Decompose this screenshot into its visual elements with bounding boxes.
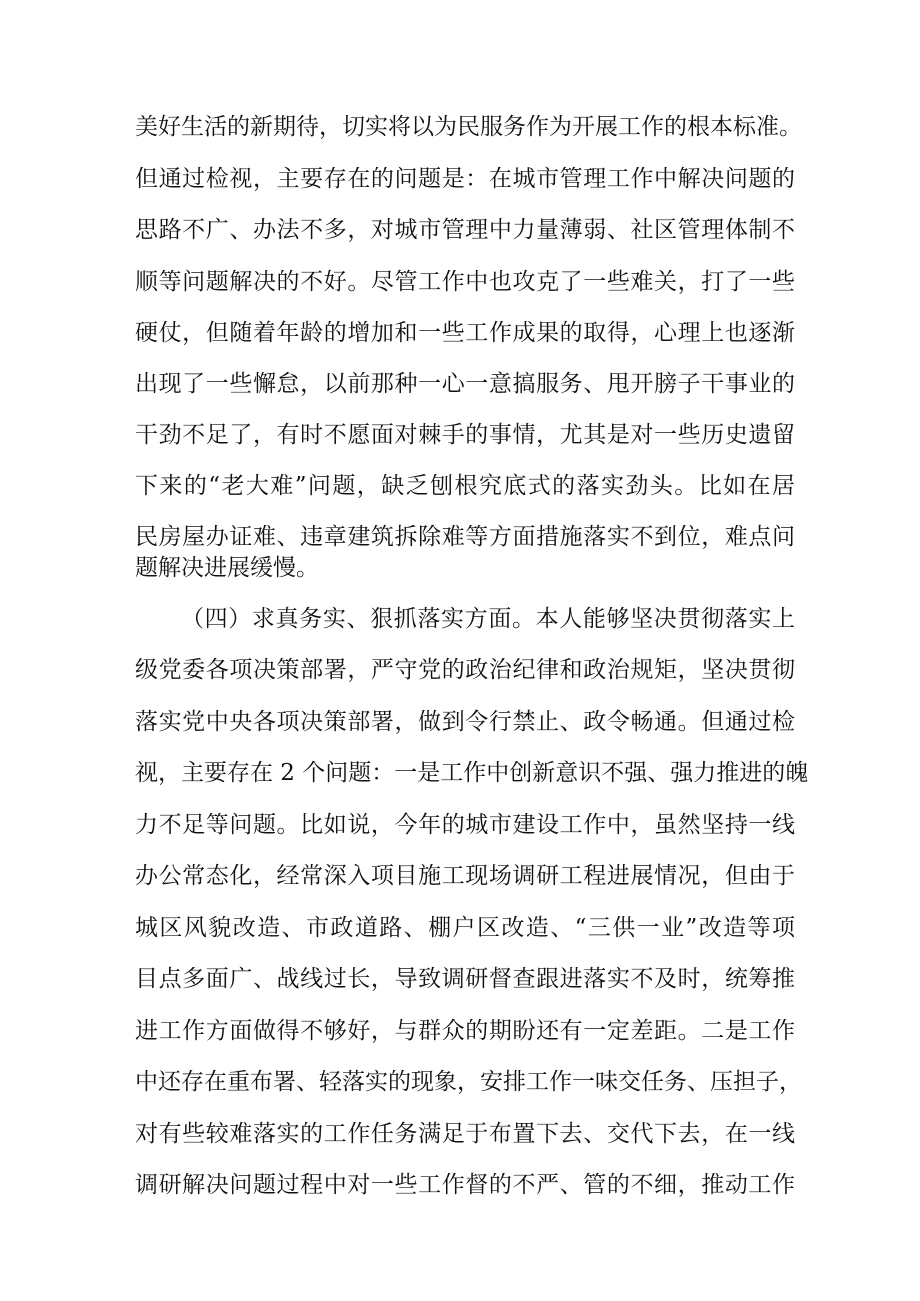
text-line: 调研解决问题过程中对一些工作督的不严、管的不细，推动工作	[135, 1172, 795, 1198]
text-line: 视，主要存在 2 个问题：一是工作中创新意识不强、强力推进的魄	[135, 760, 809, 786]
text-line: 民房屋办证难、违章建筑拆除难等方面措施落实不到位，难点问	[135, 524, 795, 550]
text-line: 级党委各项决策部署，严守党的政治纪律和政治规矩，坚决贯彻	[135, 657, 795, 683]
text-line: 落实党中央各项决策部署，做到令行禁止、政令畅通。但通过检	[135, 709, 795, 735]
text-line: （四）求真务实、狠抓落实方面。本人能够坚决贯彻落实上	[181, 606, 795, 632]
text-line: 目点多面广、战线过长，导致调研督查跟进落实不及时，统筹推	[135, 966, 795, 992]
text-line: 硬仗，但随着年龄的增加和一些工作成果的取得，心理上也逐渐	[135, 320, 795, 346]
text-line: 美好生活的新期待，切实将以为民服务作为开展工作的根本标准。	[135, 114, 802, 140]
text-line: 中还存在重布署、轻落实的现象，安排工作一味交任务、压担子，	[135, 1069, 802, 1095]
text-line: 干劲不足了，有时不愿面对棘手的事情，尤其是对一些历史遗留	[135, 422, 795, 448]
text-line: 但通过检视，主要存在的问题是：在城市管理工作中解决问题的	[135, 166, 795, 192]
text-line: 进工作方面做得不够好，与群众的期盼还有一定差距。二是工作	[135, 1018, 795, 1044]
text-line: 对有些较难落实的工作任务满足于布置下去、交代下去，在一线	[135, 1121, 795, 1147]
text-line: 思路不广、办法不多，对城市管理中力量薄弱、社区管理体制不	[135, 217, 795, 243]
text-line: 办公常态化，经常深入项目施工现场调研工程进展情况，但由于	[135, 863, 795, 889]
text-line: 下来的“老大难”问题，缺乏刨根究底式的落实劲头。比如在居	[135, 473, 795, 499]
text-line: 出现了一些懈怠，以前那种一心一意搞服务、甩开膀子干事业的	[135, 371, 795, 397]
text-line: 力不足等问题。比如说，今年的城市建设工作中，虽然坚持一线	[135, 812, 795, 838]
text-line: 题解决进展缓慢。	[135, 555, 319, 581]
text-line: 城区风貌改造、市政道路、棚户区改造、“三供一业”改造等项	[135, 915, 795, 941]
text-line: 顺等问题解决的不好。尽管工作中也攻克了一些难关，打了一些	[135, 269, 795, 295]
